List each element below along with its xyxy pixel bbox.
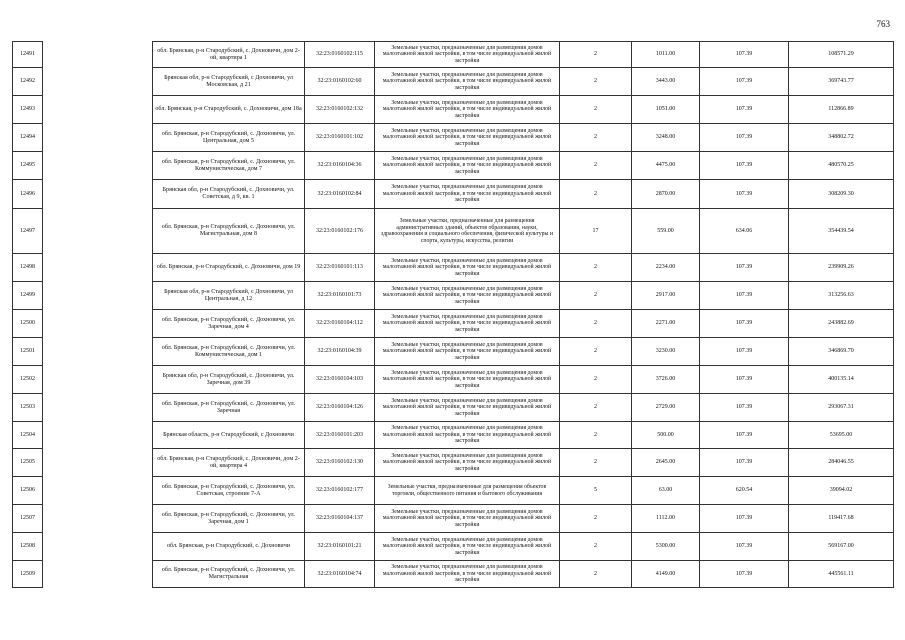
cell-use-group: 2 [560, 561, 632, 588]
column-gap [43, 209, 153, 254]
column-gap [43, 366, 153, 394]
cell-use-group: 2 [560, 68, 632, 96]
cell-address: обл. Брянская, р-н Стародубский, с. Дохновичи, дом 2-ой, квартира 1 [153, 42, 305, 68]
cell-cadastral-number: 32:23:0160101:203 [305, 422, 375, 449]
table-row [13, 310, 894, 338]
cell-land-use-purpose: Земельные участки, предназначенные для размещения домов малоэтажной жилой застройки, в том числе индивидуальной жилой застройки [375, 96, 560, 124]
cell-cadastral-value: 348802.72 [789, 124, 894, 152]
cell-area: 559.00 [632, 209, 700, 254]
cell-specific-value: 107.39 [700, 366, 789, 394]
cell-cadastral-number: 32:23:0160102:130 [305, 449, 375, 477]
cell-address: Брянская обл, р-н Стародубский, с. Дохновичи, ул. Советская, д 9, кв. 1 [153, 180, 305, 209]
cell-area: 1112.00 [632, 505, 700, 533]
cell-address: обл. Брянская, р-н Стародубский, с. Дохновичи, дом 19 [153, 254, 305, 282]
cell-specific-value: 107.39 [700, 561, 789, 588]
cell-land-use-purpose: Земельные участки, предназначенные для размещения домов малоэтажной жилой застройки, в том числе индивидуальной жилой застройки [375, 561, 560, 588]
cell-cadastral-value: 308209.30 [789, 180, 894, 209]
table-row [13, 254, 894, 282]
column-gap [43, 505, 153, 533]
cell-area: 1011.00 [632, 42, 700, 68]
cell-land-use-purpose: Земельные участки, предназначенные для размещения домов малоэтажной жилой застройки, в том числе индивидуальной жилой застройки [375, 338, 560, 366]
cell-use-group: 2 [560, 366, 632, 394]
cell-cadastral-value: 53695.00 [789, 422, 894, 449]
cell-land-use-purpose: Земельные участки, предназначенные для размещения домов малоэтажной жилой застройки, в том числе индивидуальной жилой застройки [375, 449, 560, 477]
cell-use-group: 5 [560, 477, 632, 505]
column-gap [43, 394, 153, 422]
cell-cadastral-value: 284046.55 [789, 449, 894, 477]
cell-specific-value: 107.39 [700, 68, 789, 96]
cell-address: Брянская обл, р-н Стародубский, с Дохновичи, ул Центральная, д 12 [153, 282, 305, 310]
cell-specific-value: 107.39 [700, 533, 789, 561]
table-row [13, 394, 894, 422]
cell-address: обл. Брянская, р-н Стародубский, с. Дохновичи, ул. Заречная [153, 394, 305, 422]
table-row [13, 561, 894, 588]
cell-cadastral-number: 32:23:0160102:84 [305, 180, 375, 209]
cell-land-use-purpose: Земельные участки, предназначенные для размещения объектов торговли, общественного питания и бытового обслуживания [375, 477, 560, 505]
table-row [13, 477, 894, 505]
cell-address: Брянская обл, р-н Стародубский, с Дохновичи, ул Московская, д 21 [153, 68, 305, 96]
cell-record-number: 12501 [13, 338, 43, 366]
cell-cadastral-number: 32:23:0160102:176 [305, 209, 375, 254]
cell-use-group: 2 [560, 422, 632, 449]
cell-area: 4149.00 [632, 561, 700, 588]
cell-area: 2234.00 [632, 254, 700, 282]
cell-land-use-purpose: Земельные участки, предназначенные для размещения домов малоэтажной жилой застройки, в том числе индивидуальной жилой застройки [375, 282, 560, 310]
cell-cadastral-value: 313256.63 [789, 282, 894, 310]
cell-use-group: 2 [560, 254, 632, 282]
cell-specific-value: 107.39 [700, 449, 789, 477]
cell-record-number: 12494 [13, 124, 43, 152]
column-gap [43, 477, 153, 505]
cell-area: 4475.00 [632, 152, 700, 180]
cell-record-number: 12500 [13, 310, 43, 338]
table-row [13, 338, 894, 366]
cell-address: обл. Брянская, р-н Стародубский, с. Дохновичи, ул. Коммунистическая, дом 1 [153, 338, 305, 366]
cell-specific-value: 107.39 [700, 310, 789, 338]
cell-land-use-purpose: Земельные участки, предназначенные для размещения домов малоэтажной жилой застройки, в том числе индивидуальной жилой застройки [375, 394, 560, 422]
cell-specific-value: 107.39 [700, 42, 789, 68]
cell-cadastral-number: 32:23:0160104:103 [305, 366, 375, 394]
cell-cadastral-value: 445561.11 [789, 561, 894, 588]
column-gap [43, 96, 153, 124]
cell-use-group: 2 [560, 180, 632, 209]
cell-address: обл. Брянская, р-н Стародубский, с. Дохновичи, ул. Центральная, дом 5 [153, 124, 305, 152]
cell-address: обл. Брянская, р-н Стародубский, с. Дохновичи, ул. Магистральная, дом 8 [153, 209, 305, 254]
cell-cadastral-value: 112866.89 [789, 96, 894, 124]
table-row [13, 42, 894, 68]
cell-area: 3248.00 [632, 124, 700, 152]
cell-record-number: 12506 [13, 477, 43, 505]
column-gap [43, 533, 153, 561]
cell-area: 2271.00 [632, 310, 700, 338]
cell-address: обл. Брянская, р-н Стародубский, с. Дохновичи, ул. Магистральная [153, 561, 305, 588]
cell-area: 2917.00 [632, 282, 700, 310]
column-gap [43, 338, 153, 366]
table-row [13, 422, 894, 449]
cell-specific-value: 634.06 [700, 209, 789, 254]
cell-cadastral-value: 480570.25 [789, 152, 894, 180]
cell-area: 63.00 [632, 477, 700, 505]
cell-area: 2645.00 [632, 449, 700, 477]
column-gap [43, 282, 153, 310]
cell-cadastral-number: 32:23:0160101:21 [305, 533, 375, 561]
cell-record-number: 12492 [13, 68, 43, 96]
cell-area: 3230.00 [632, 338, 700, 366]
cell-record-number: 12496 [13, 180, 43, 209]
column-gap [43, 561, 153, 588]
cell-specific-value: 107.39 [700, 282, 789, 310]
cell-area: 3443.00 [632, 68, 700, 96]
cell-use-group: 2 [560, 310, 632, 338]
table-row [13, 449, 894, 477]
cell-cadastral-value: 569167.00 [789, 533, 894, 561]
cell-use-group: 2 [560, 282, 632, 310]
cell-cadastral-value: 243882.69 [789, 310, 894, 338]
cadastral-value-table [12, 41, 894, 588]
cell-cadastral-number: 32:23:0160102:132 [305, 96, 375, 124]
cell-cadastral-value: 354439.54 [789, 209, 894, 254]
cell-cadastral-number: 32:23:0160101:102 [305, 124, 375, 152]
cell-cadastral-value: 119417.68 [789, 505, 894, 533]
cell-cadastral-number: 32:23:0160101:113 [305, 254, 375, 282]
cell-use-group: 2 [560, 96, 632, 124]
cell-use-group: 2 [560, 152, 632, 180]
cell-area: 1051.00 [632, 96, 700, 124]
cell-use-group: 2 [560, 394, 632, 422]
cell-cadastral-number: 32:23:0160104:137 [305, 505, 375, 533]
cell-land-use-purpose: Земельные участки, предназначенные для размещения домов малоэтажной жилой застройки, в том числе индивидуальной жилой застройки [375, 533, 560, 561]
column-gap [43, 310, 153, 338]
table-row [13, 209, 894, 254]
cell-cadastral-number: 32:23:0160101:73 [305, 282, 375, 310]
cell-record-number: 12497 [13, 209, 43, 254]
table-row [13, 180, 894, 209]
cell-record-number: 12504 [13, 422, 43, 449]
cell-cadastral-number: 32:23:0160104:74 [305, 561, 375, 588]
column-gap [43, 152, 153, 180]
cell-cadastral-number: 32:23:0160104:39 [305, 338, 375, 366]
cell-specific-value: 107.39 [700, 124, 789, 152]
table-body [13, 42, 894, 588]
cell-specific-value: 620.54 [700, 477, 789, 505]
column-gap [43, 42, 153, 68]
cell-address: Брянская обл, р-н Стародубский, с. Дохновичи, ул. Заречная, дом 39 [153, 366, 305, 394]
column-gap [43, 449, 153, 477]
cell-land-use-purpose: Земельные участки, предназначенные для размещения домов малоэтажной жилой застройки, в том числе индивидуальной жилой застройки [375, 180, 560, 209]
cell-record-number: 12505 [13, 449, 43, 477]
cell-area: 2729.00 [632, 394, 700, 422]
table-row [13, 366, 894, 394]
cell-cadastral-value: 400135.14 [789, 366, 894, 394]
cell-land-use-purpose: Земельные участки, предназначенные для размещения домов малоэтажной жилой застройки, в том числе индивидуальной жилой застройки [375, 422, 560, 449]
cell-land-use-purpose: Земельные участки, предназначенные для размещения домов малоэтажной жилой застройки, в том числе индивидуальной жилой застройки [375, 366, 560, 394]
cell-address: обл. Брянская, р-н Стародубский, с. Дохновичи, ул. Советская, строение 7-А [153, 477, 305, 505]
cell-land-use-purpose: Земельные участки, предназначенные для размещения домов малоэтажной жилой застройки, в том числе индивидуальной жилой застройки [375, 152, 560, 180]
cell-cadastral-number: 32:23:0160104:36 [305, 152, 375, 180]
cell-area: 500.00 [632, 422, 700, 449]
cell-record-number: 12507 [13, 505, 43, 533]
table-row [13, 505, 894, 533]
cell-area: 5300.00 [632, 533, 700, 561]
cell-cadastral-number: 32:23:0160102:60 [305, 68, 375, 96]
cell-record-number: 12498 [13, 254, 43, 282]
table-row [13, 96, 894, 124]
cell-cadastral-value: 39094.02 [789, 477, 894, 505]
cell-cadastral-value: 369743.77 [789, 68, 894, 96]
cell-land-use-purpose: Земельные участки, предназначенные для размещения домов малоэтажной жилой застройки, в том числе индивидуальной жилой застройки [375, 254, 560, 282]
cell-cadastral-value: 108571.29 [789, 42, 894, 68]
column-gap [43, 124, 153, 152]
cell-use-group: 2 [560, 533, 632, 561]
cell-use-group: 17 [560, 209, 632, 254]
cell-address: обл. Брянская, р-н Стародубский, с. Дохновичи, ул. Коммунистическая, дом 7 [153, 152, 305, 180]
page-number: 763 [876, 19, 890, 29]
cell-use-group: 2 [560, 42, 632, 68]
cell-cadastral-number: 32:23:0160104:126 [305, 394, 375, 422]
cell-land-use-purpose: Земельные участки, предназначенные для размещения домов малоэтажной жилой застройки, в том числе индивидуальной жилой застройки [375, 68, 560, 96]
cell-specific-value: 107.39 [700, 180, 789, 209]
cell-specific-value: 107.39 [700, 505, 789, 533]
table-row [13, 533, 894, 561]
cell-land-use-purpose: Земельные участки, предназначенные для размещения домов малоэтажной жилой застройки, в том числе индивидуальной жилой застройки [375, 505, 560, 533]
cell-land-use-purpose: Земельные участки, предназначенные для размещения домов малоэтажной жилой застройки, в том числе индивидуальной жилой застройки [375, 310, 560, 338]
cell-cadastral-value: 293067.31 [789, 394, 894, 422]
cell-record-number: 12495 [13, 152, 43, 180]
cell-specific-value: 107.39 [700, 394, 789, 422]
table-row [13, 282, 894, 310]
column-gap [43, 254, 153, 282]
cell-specific-value: 107.39 [700, 96, 789, 124]
cell-record-number: 12499 [13, 282, 43, 310]
cell-address: обл. Брянская, р-н Стародубский, с. Дохновичи, дом 18а [153, 96, 305, 124]
cell-land-use-purpose: Земельные участки, предназначенные для размещения домов малоэтажной жилой застройки, в том числе индивидуальной жилой застройки [375, 124, 560, 152]
cell-area: 3726.00 [632, 366, 700, 394]
cell-use-group: 2 [560, 449, 632, 477]
cell-record-number: 12503 [13, 394, 43, 422]
cell-land-use-purpose: Земельные участки, предназначенные для размещения домов малоэтажной жилой застройки, в том числе индивидуальной жилой застройки [375, 42, 560, 68]
cell-address: обл. Брянская, р-н Стародубский, с. Дохновичи, дом 2-ой, квартира 4 [153, 449, 305, 477]
cell-record-number: 12508 [13, 533, 43, 561]
cell-cadastral-number: 32:23:0160104:112 [305, 310, 375, 338]
cell-use-group: 2 [560, 338, 632, 366]
cell-use-group: 2 [560, 124, 632, 152]
cell-address: обл. Брянская, р-н Стародубский, с. Дохновичи [153, 533, 305, 561]
cell-specific-value: 107.39 [700, 152, 789, 180]
cell-area: 2870.00 [632, 180, 700, 209]
cell-specific-value: 107.39 [700, 338, 789, 366]
cell-use-group: 2 [560, 505, 632, 533]
cell-record-number: 12491 [13, 42, 43, 68]
cell-cadastral-value: 346869.70 [789, 338, 894, 366]
table-row [13, 152, 894, 180]
cell-record-number: 12493 [13, 96, 43, 124]
cell-address: Брянская область, р-н Стародубский, с Дохновичи [153, 422, 305, 449]
table-row [13, 68, 894, 96]
cell-cadastral-value: 239909.26 [789, 254, 894, 282]
cell-specific-value: 107.39 [700, 422, 789, 449]
cell-land-use-purpose: Земельные участки, предназначенные для размещения административных зданий, объектов образования, науки, здравоохранения и социального обеспечения, физической культуры и спорта, культуры, искусства, религии [375, 209, 560, 254]
cell-address: обл. Брянская, р-н Стародубский, с. Дохновичи, ул. Заречная, дом 1 [153, 505, 305, 533]
cell-specific-value: 107.39 [700, 254, 789, 282]
cell-record-number: 12509 [13, 561, 43, 588]
cell-cadastral-number: 32:23:0160102:177 [305, 477, 375, 505]
table-row [13, 124, 894, 152]
column-gap [43, 180, 153, 209]
column-gap [43, 68, 153, 96]
column-gap [43, 422, 153, 449]
cell-cadastral-number: 32:23:0160102:115 [305, 42, 375, 68]
cell-record-number: 12502 [13, 366, 43, 394]
cell-address: обл. Брянская, р-н Стародубский, с. Дохновичи, ул. Заречная, дом 4 [153, 310, 305, 338]
